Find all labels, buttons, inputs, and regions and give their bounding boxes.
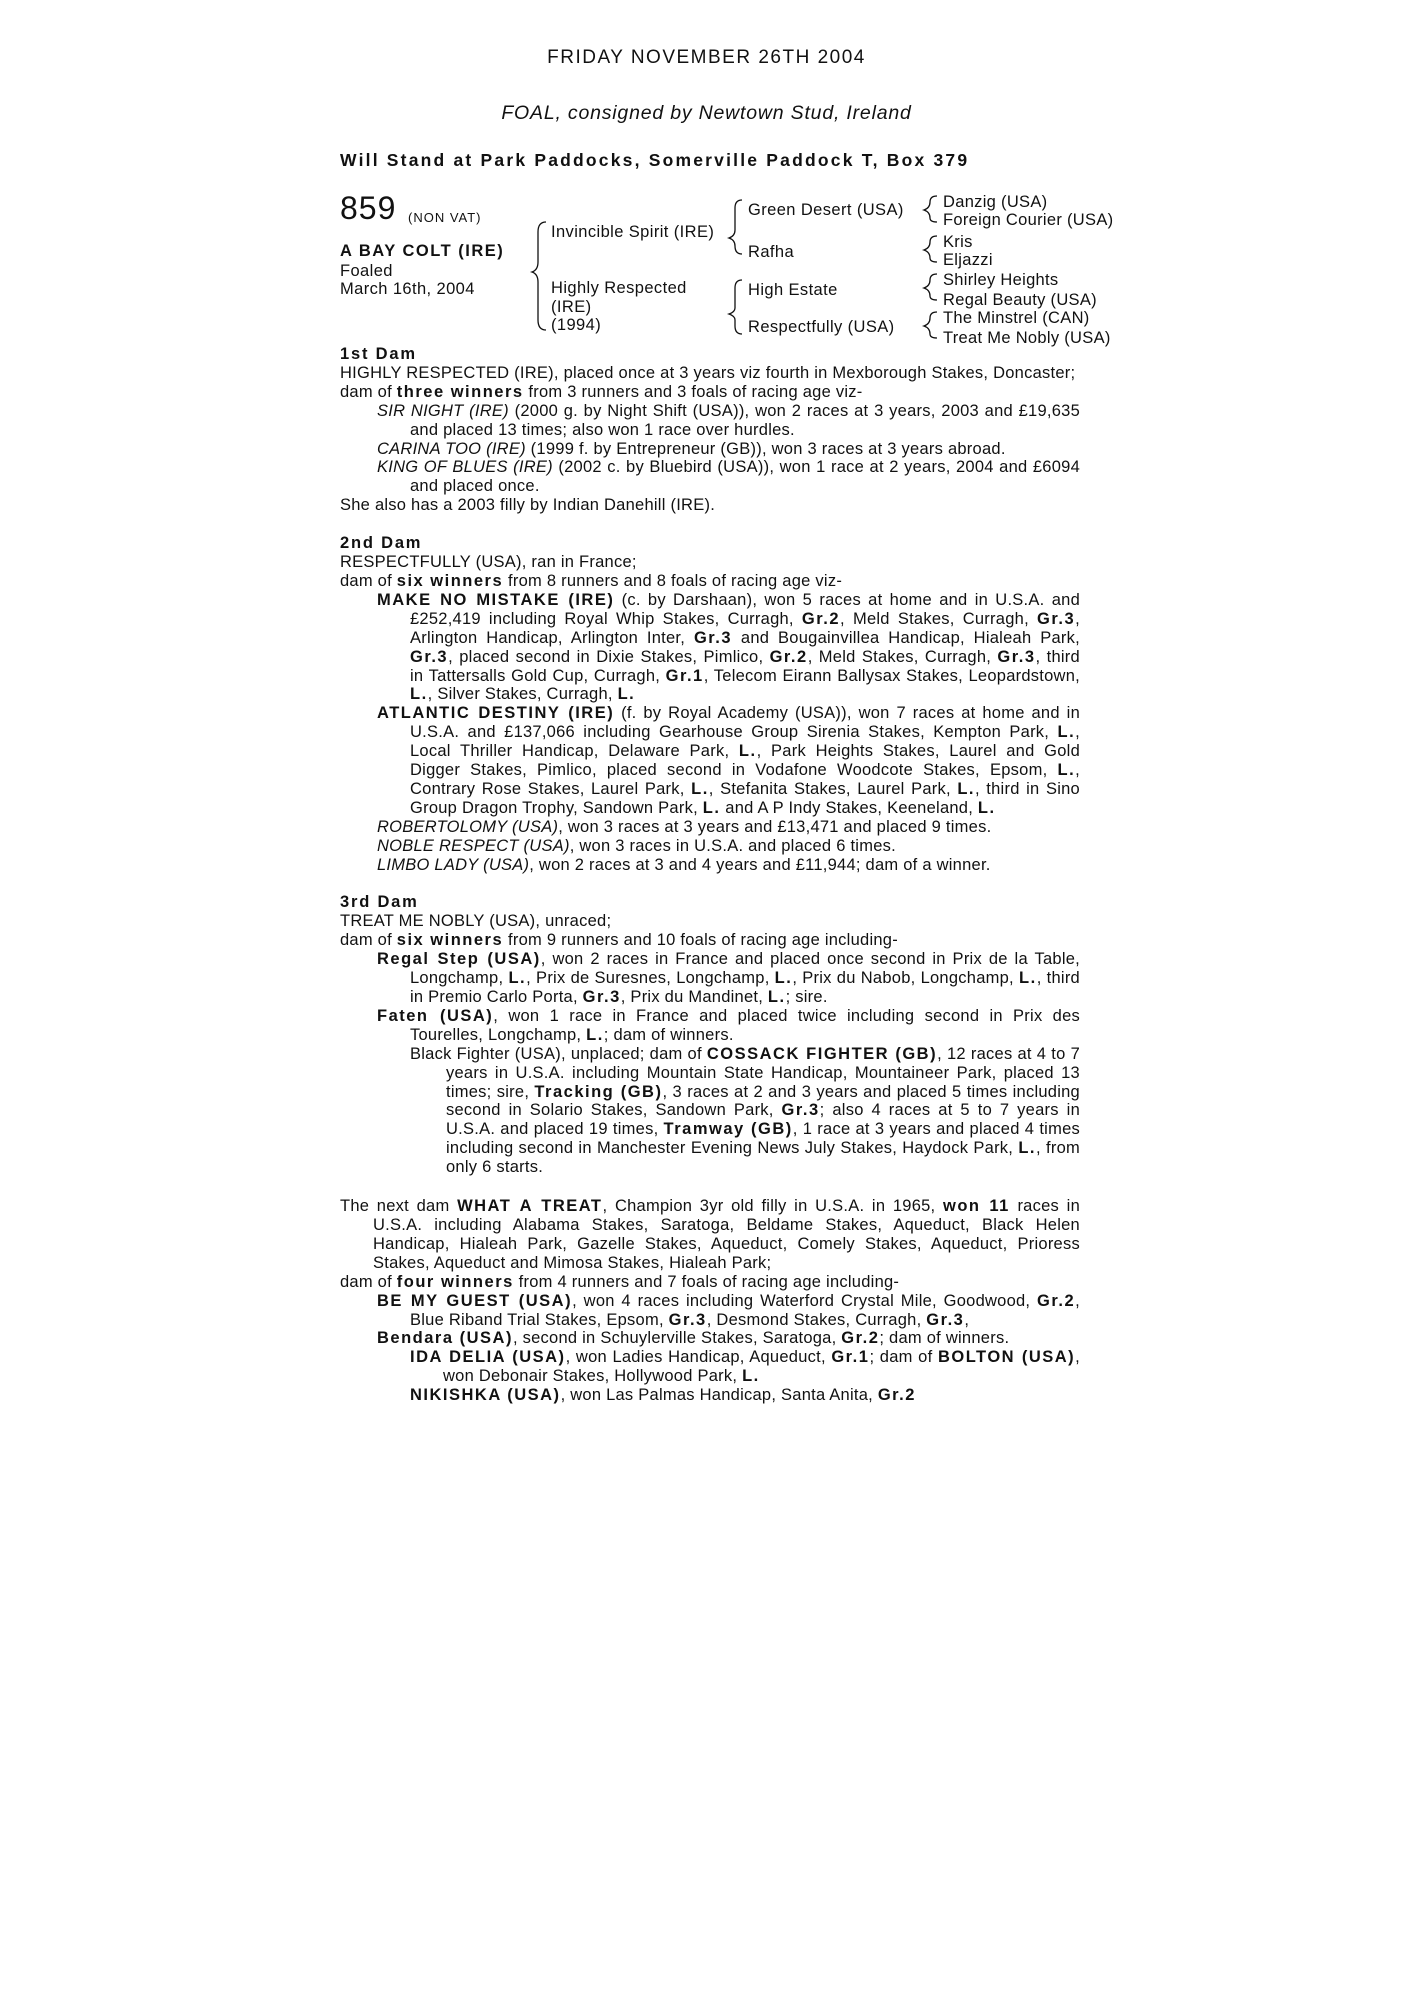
second-dam-intro: RESPECTFULLY (USA), ran in France; [340,553,637,572]
pedigree-dam-name: Highly Respected [551,279,687,297]
brace-g34 [924,236,937,262]
brace-g12 [924,196,937,222]
pedigree-gg2: Foreign Courier (USA) [943,211,1114,229]
next-dam-summary: dam of four winners from 4 runners and 7 foals of racing age including- [340,1272,900,1291]
brace-sire-dam [532,222,546,330]
second-dam-produce-4: NOBLE RESPECT (USA), won 3 races in U.S.A. and placed 6 times. [377,836,896,855]
third-dam-produce-1: Regal Step (USA), won 2 races in France and placed once second in Prix de la Table, Longchamp, L., Prix de Suresnes, Longchamp, L., Prix du Nabob, Longchamp, L., third in Premio Carlo Porta, Gr.3, Prix du Mandinet, L.; sire. [377,950,1080,1006]
second-dam-summary: dam of six winners from 8 runners and 8 foals of racing age viz- [340,571,843,590]
pedigree-gg3: Kris [943,233,973,251]
first-dam-produce-1: SIR NIGHT (IRE) (2000 g. by Night Shift (USA)), won 2 races at 3 years, 2003 and £19,635 and placed 13 times; also won 1 race over hurdles. [377,401,1080,439]
horse-description: A BAY COLT (IRE) [340,242,505,260]
second-dam-produce-3: ROBERTOLOMY (USA), won 3 races at 3 years and £13,471 and placed 9 times. [377,817,992,836]
consignor-line: FOAL, consigned by Newtown Stud, Ireland [501,102,912,124]
next-dam-produce-4: NIKISHKA (USA), won Las Palmas Handicap, Santa Anita, Gr.2 [410,1386,916,1405]
stand-location: Will Stand at Park Paddocks, Somerville Paddock T, Box 379 [340,150,970,170]
brace-dam [729,280,742,334]
first-dam-also: She also has a 2003 filly by Indian Danehill (IRE). [340,496,716,515]
pedigree-gg7: The Minstrel (CAN) [943,309,1090,327]
third-dam-summary: dam of six winners from 9 runners and 10 foals of racing age including- [340,931,898,950]
pedigree-gg1: Danzig (USA) [943,193,1048,211]
pedigree-dam-year: (1994) [551,316,602,334]
pedigree-dam-sire: High Estate [748,281,838,299]
pedigree-gg8: Treat Me Nobly (USA) [943,329,1111,347]
second-dam-heading: 2nd Dam [340,534,423,553]
produce-record [340,345,1080,1405]
pedigree-dam-origin: (IRE) [551,298,592,316]
third-dam-intro: TREAT ME NOBLY (USA), unraced; [340,912,612,931]
brace-g78 [924,312,937,338]
pedigree-dam-dam: Respectfully (USA) [748,318,895,336]
second-dam-produce-2: ATLANTIC DESTINY (IRE) (f. by Royal Academy (USA)), won 7 races at home and in U.S.A. and £137,066 including Gearhouse Group Sirenia Stakes, Kempton Park, L., Local Thriller Handicap, Delaware Park, L., Park Heights Stakes, Laurel and Gold Digger Stakes, Pimlico, placed second in Vodafone Woodcote Stakes, Epsom, L., Contrary Rose Stakes, Laurel Park, L., Stefanita Stakes, Laurel Park, L., third in Sino Group Dragon Trophy, Sandown Park, L. and A P Indy Stakes, Keeneland, L. [377,704,1080,817]
next-dam-produce-3: IDA DELIA (USA), won Ladies Handicap, Aqueduct, Gr.1; dam of BOLTON (USA), won Debonair Stakes, Hollywood Park, L. [410,1348,1081,1386]
first-dam-intro: HIGHLY RESPECTED (IRE), placed once at 3 years viz fourth in Mexborough Stakes, Doncaster; [340,363,1076,382]
first-dam-heading: 1st Dam [340,345,417,363]
third-dam-produce-2: Faten (USA), won 1 race in France and placed twice including second in Prix des Tourelles, Longchamp, L.; dam of winners. [377,1006,1081,1044]
brace-sire [729,200,742,254]
first-dam-produce-2: CARINA TOO (IRE) (1999 f. by Entrepreneur (GB)), won 3 races at 3 years abroad. [377,439,1006,458]
first-dam-produce-3: KING OF BLUES (IRE) (2002 c. by Bluebird (USA)), won 1 race at 2 years, 2004 and £6094 and placed once. [377,458,1081,496]
pedigree-braces [0,0,1413,360]
pedigree-sire: Invincible Spirit (IRE) [551,223,715,241]
third-dam-produce-3: Black Fighter (USA), unplaced; dam of COSSACK FIGHTER (GB), 12 races at 4 to 7 years in U.S.A. including Mountain State Handicap, Mountaineer Park, placed 13 times; sire, Tracking (GB), 3 races at 2 and 3 years and placed 5 times including second in Solario Stakes, Sandown Park, Gr.3; also 4 races at 5 to 7 years in U.S.A. and placed 19 times, Tramway (GB), 1 race at 3 years and placed 4 times including second in Manchester Evening News July Stakes, Haydock Park, L., from only 6 starts. [410,1044,1081,1177]
lot-number: 859 [340,190,397,226]
first-dam-summary: dam of three winners from 3 runners and 3 foals of racing age viz- [340,382,863,401]
pedigree-sire-dam: Rafha [748,243,795,261]
pedigree-gg6: Regal Beauty (USA) [943,291,1097,309]
third-dam-heading: 3rd Dam [340,893,419,912]
brace-g56 [924,274,937,300]
second-dam-produce-1: MAKE NO MISTAKE (IRE) (c. by Darshaan), won 5 races at home and in U.S.A. and £252,419 including Royal Whip Stakes, Curragh, Gr.2, Meld Stakes, Curragh, Gr.3, Arlington Handicap, Arlington Inter, Gr.3 and Bougainvillea Handicap, Hialeah Park, Gr.3, placed second in Dixie Stakes, Pimlico, Gr.2, Meld Stakes, Curragh, Gr.3, third in Tattersalls Gold Cup, Curragh, Gr.1, Telecom Eirann Ballysax Stakes, Leopardstown, L., Silver Stakes, Curragh, L. [377,590,1080,704]
pedigree-gg5: Shirley Heights [943,271,1059,289]
pedigree-sire-sire: Green Desert (USA) [748,201,904,219]
next-dam-produce-1: BE MY GUEST (USA), won 4 races including Waterford Crystal Mile, Goodwood, Gr.2, Blue Riband Trial Stakes, Epsom, Gr.3, Desmond Stakes, Curragh, Gr.3, [377,1291,1080,1329]
foaled-date: March 16th, 2004 [340,280,475,298]
sale-date: FRIDAY NOVEMBER 26TH 2004 [547,47,866,68]
next-dam-intro: The next dam WHAT A TREAT, Champion 3yr old filly in U.S.A. in 1965, won 11 races in U.S.A. including Alabama Stakes, Saratoga, Beldame Stakes, Aqueduct, Black Helen Handicap, Hialeah Park, Gazelle Stakes, Aqueduct, Comely Stakes, Aqueduct, Prioress Stakes, Aqueduct and Mimosa Stakes, Hialeah Park; [340,1197,1080,1272]
vat-status: (NON VAT) [408,210,482,225]
foaled-label: Foaled [340,262,393,280]
second-dam-produce-5: LIMBO LADY (USA), won 2 races at 3 and 4 years and £11,944; dam of a winner. [377,855,991,874]
next-dam-produce-2: Bendara (USA), second in Schuylerville Stakes, Saratoga, Gr.2; dam of winners. [377,1329,1010,1348]
pedigree-gg4: Eljazzi [943,251,993,269]
